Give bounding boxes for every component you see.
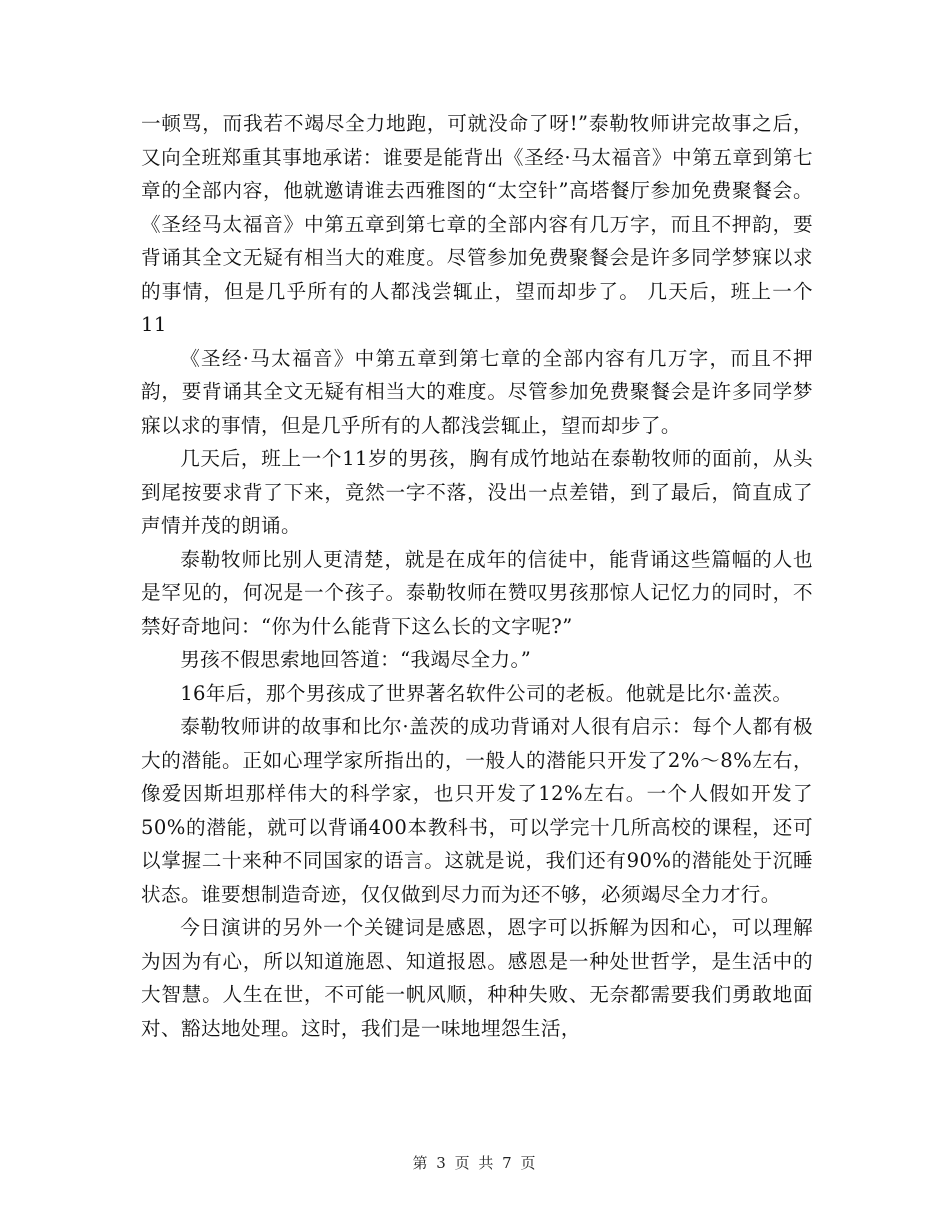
- paragraph-5: 男孩不假思索地回答道：“我竭尽全力。”: [180, 648, 532, 671]
- paragraph-6: 16年后，那个男孩成了世界著名软件公司的老板。他就是比尔·盖茨。: [180, 681, 793, 705]
- document-body: [141, 107, 813, 1045]
- paragraph-8: 今日演讲的另外一个关键词是感恩，恩字可以拆解为因和心，可以理解为因为有心，所以知道施恩、知道报恩。感恩是一种处世哲学，是生活中的大智慧。人生在世，不可能一帆风顺，种种失败、无奈都需要我们勇敢地面对、豁达地处理。这时，我们是一味地埋怨生活，: [141, 916, 813, 1040]
- paragraph-3: 几天后，班上一个11岁的男孩，胸有成竹地站在泰勒牧师的面前，从头到尾按要求背了下来，竟然一字不落，没出一点差错，到了最后，简直成了声情并茂的朗诵。: [141, 447, 813, 537]
- page-number-footer: 第 3 页 共 7 页: [412, 1154, 538, 1172]
- paragraph-4: 泰勒牧师比别人更清楚，就是在成年的信徒中，能背诵这些篇幅的人也是罕见的，何况是一个孩子。泰勒牧师在赞叹男孩那惊人记忆力的同时，不禁好奇地问：“你为什么能背下这么长的文字呢?”: [141, 547, 813, 638]
- paragraph-7: 泰勒牧师讲的故事和比尔·盖茨的成功背诵对人很有启示：每个人都有极大的潜能。正如心理学家所指出的，一般人的潜能只开发了2%～8%左右，像爱因斯坦那样伟大的科学家，也只开发了12%左右。一个人假如开发了50%的潜能，就可以背诵400本教科书，可以学完十几所高校的课程，还可以掌握二十来种不同国家的语言。这就是说，我们还有90%的潜能处于沉睡状态。谁要想制造奇迹，仅仅做到尽力而为还不够，必须竭尽全力才行。: [141, 715, 813, 906]
- paragraph-1: 一顿骂，而我若不竭尽全力地跑，可就没命了呀!”泰勒牧师讲完故事之后，又向全班郑重其事地承诺：谁要是能背出《圣经·马太福音》中第五章到第七章的全部内容，他就邀请谁去西雅图的“太空针”高塔餐厅参加免费聚餐会。 《圣经马太福音》中第五章到第七章的全部内容有几万字，而且不押韵，要背诵其全文无疑有相当大的难度。尽管参加免费聚餐会是许多同学梦寐以求的事情，但是几乎所有的人都浅尝辄止，望而却步了。 几天后，班上一个11: [141, 112, 813, 336]
- paragraph-2: 《圣经·马太福音》中第五章到第七章的全部内容有几万字，而且不押韵，要背诵其全文无疑有相当大的难度。尽管参加免费聚餐会是许多同学梦寐以求的事情，但是几乎所有的人都浅尝辄止，望而却步了。: [141, 346, 813, 437]
